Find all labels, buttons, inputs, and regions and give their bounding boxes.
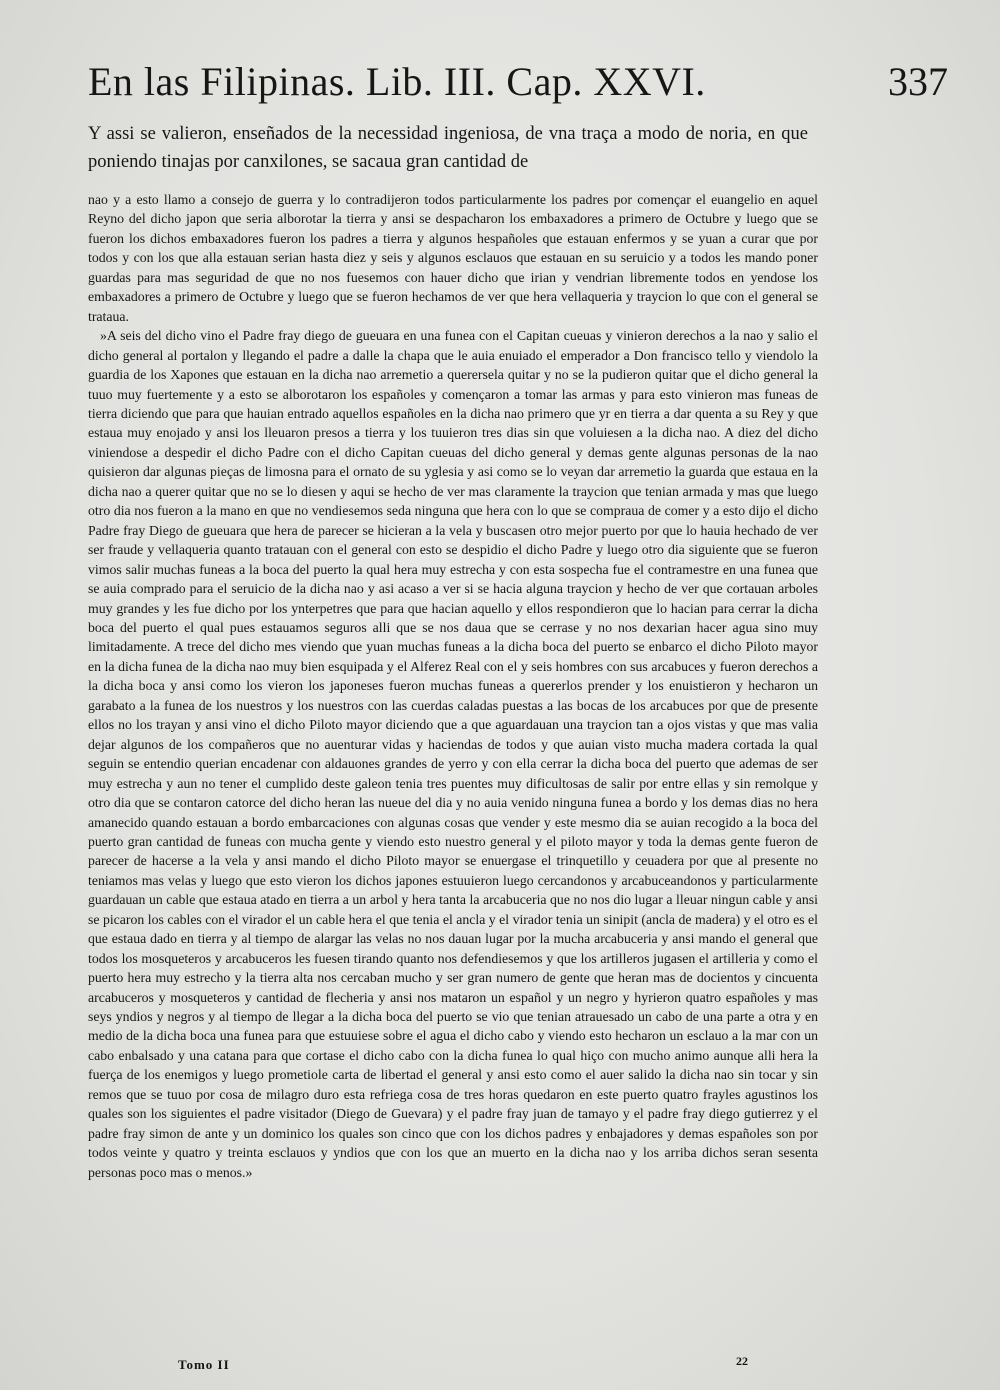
page-number: 337 <box>888 59 948 104</box>
body-paragraph-1: nao y a esto llamo a consejo de guerra y lo contradijeron todos particularmente los padres por començar el euangelio en aquel Reyno del dicho japon que seria alborotar la tierra y ansi se despacharon los embaxadores a primero de Octubre y luego que se fueron los dichos embaxadores fueron los padres a tierra y algunos hespañoles que estauan enfermos y se yuan a curar que por todos y con los que alla estauan serian hasta diez y seis y algunos esclauos que estauan en su seruicio y a todos les mando poner guardas para mas seguridad de que no nos fuesemos con hauer dicho que irian y vendrian libremente todos en yendose los embaxadores a primero de Octubre y luego que se fueron hechamos de ver que hera vellaqueria y traycion lo que con el general se trataua. <box>88 192 818 324</box>
signature-mark: 22 <box>736 1354 748 1368</box>
page-footer <box>178 1354 748 1377</box>
body-text <box>88 190 818 1182</box>
volume-label: Tomo II <box>178 1357 230 1372</box>
body-paragraph-2: »A seis del dicho vino el Padre fray diego de gueuara en una funea con el Capitan cueuas y vinieron derechos a la nao y salio el dicho general al portalon y llegando el padre a dalle la chapa que le auia enuiado el emperador a Don francisco tello y viendolo la guardia de los Xapones que estauan en la dicha nao arremetio a querersela quitar y no se la pudieron quitar que el dicho general la tuuo muy fuertemente y a esto se alborotaron los españoles y començaron a tomar las armas y para esto vinieron mas funeas de tierra diciendo que para que hauian entrado aquellos españoles en la dicha nao primero que yr en tierra a dar quenta a su Rey y que estaua muy enojado y ansi los lleuaron presos a tierra y los tuuieron tres dias sin que voluiesen a la dicha nao. A diez del dicho viniendose a despedir el dicho Padre con el dicho Capitan cueuas del dicho general y demas gente algunas personas de la nao quisieron dar algunas pieças de limosna para el ornato de su yglesia y asi como se lo veyan dar arremetio la guarda que estaua en la dicha nao a querer quitar que no se lo diesen y aqui se hecho de ver mas claramente la traycion que tenian armada y mas que luego otro dia nos fueron a la mano en que no vendiesemos seda ninguna que hera con lo que se compraua de comer y a esto dijo el dicho Padre fray Diego de gueuara que hera de parecer se hicieran a la vela y buscasen otro mejor puerto por que lo hauia hechado de ver ser fraude y vellaqueria quanto tratauan con el general con esto se despidio el dicho Padre y luego otro dia siguiente que se fueron vimos salir muchas funeas a la boca del puerto la qual hera muy estrecha y con esta sospecha fue el contramestre en una funea que se auia comprado para el seruicio de la dicha nao y asi acaso a ver si se hacia alguna traycion y hecho de ver que cortauan arboles muy grandes y les fue dicho por los ynterpetres que para que hacian aquello y ellos respondieron que lo hacian para cerrar la dicha boca del puerto el qual pues estauamos seguros alli que se nos daua que se cerrase y no nos dexarian hacer agua sino muy limitadamente. A trece del dicho mes viendo que yuan muchas funeas a la dicha boca del puerto se enbarco el dicho Piloto mayor en la dicha funea de la dicha nao muy bien esquipada y el Alferez Real con el y seis hombres con sus arcabuces y fueron derechos a la dicha boca y ansi como los vieron los japoneses fueron muchas funeas a quererlos prender y los enuistieron y hecharon un garabato a la funea de los nuestros y los nuestros con las cuerdas caladas puestas a las bocas de los arcabuces por que de presente ellos no los trayan y ansi vino el dicho Piloto mayor diciendo que a que aguardauan una traycion tan a ojos vistas y que mas valia dejar algunos de los compañeros que no auenturar vidas y haciendas de todos y que auian visto mucha madera cortada la qual seguin se entendio querian encadenar con aldauones grandes de yerro y con ella cerrar la dicha boca del puerto que ademas de ser muy estrecha y aun no tener el cumplido deste galeon tenia tres puentes muy dificultosas de salir por entre ellas y sin remolque y otro dia que se contaron catorce del dicho heran las nueue del dia y no auia venido ninguna funea a bordo y los demas dias no hera amanecido quando estauan a bordo embarcaciones con algunas cosas que vender y este mesmo dia se auian recogido a la boca del puerto gran cantidad de funeas con mucha gente y viendo esto nuestro general y el piloto mayor y toda la demas gente fueron de parecer de hacerse a la vela y ansi mando el dicho Piloto mayor se enuergase el trinquetillo y ceuadera por que al presente no teniamos mas velas y luego que esto vieron los dichos japones estuuieron luego cercandonos y arcabuceandonos y particularmente guardauan un cable que estaua atado en tierra a un arbol y hera tanta la arcabuceria que no nos dio lugar a lleuar ningun cable y ansi se picaron los cables con el virador el un cable hera el que tenia el ancla y el virador tenia un sinipit (ancla de madera) y el otro es el que estaua dado en tierra y al tiempo de alargar las velas no nos dauan lugar por la mucha arcabuceria y ansi mando el general que todos los mosqueteros y arcabuceros les fuesen tirando quanto nos defendiesemos y que los artilleros jugasen el artilleria y como el puerto hera muy estrecho y la tierra alta nos cercaban mucho y ser gran numero de gente que heran mas de docientos y cincuenta arcabuceros y mosqueteros y cantidad de flecheria y ansi nos mataron un español y un negro y hyrieron quatro españoles y mas seys yndios y negros y al tiempo de llegar a la dicha boca del puerto se vio que tenian atrauesado un cabo de una parte a otra y en medio de la dicha boca una funea para que estuuiese sobre el agua el dicho cabo y viendo esto hecharon un esclauo a la mar con un cabo enbalsado y una catana para que cortase el dicho cabo con la dicha funea lo qual hiço con mucho animo aunque alli hera la fuerça de los enemigos y luego prometiole carta de libertad el general y ansi esto como el auer salido la dicha nao sin tocar y sin remos que se tuuo por cosa de milagro duro esta refriega cosa de tres horas quedaron en este puerto quatro frayles agustinos los quales son los siguientes el padre visitador (Diego de Guevara) y el padre fray juan de tamayo y el padre fray diego gutierrez y el padre fray simon de ante y un dominico los quales son cinco que con los dichos padres y enbajadores y demas españoles son por todos veinte y quatro y treinta esclauos y yndios que con los que an muerto en la dicha nao y los arriba dichos seran sesenta personas poco mas o menos.» <box>88 328 818 1180</box>
chapter-heading: En las Filipinas. Lib. III. Cap. XXVI. <box>88 59 706 104</box>
running-head <box>88 58 948 106</box>
lead-paragraph: Y assi se valieron, enseñados de la necessidad ingeniosa, de vna traça a modo de noria, en que poniendo tinajas por canxilones, se sacaua gran cantidad de <box>88 124 808 172</box>
